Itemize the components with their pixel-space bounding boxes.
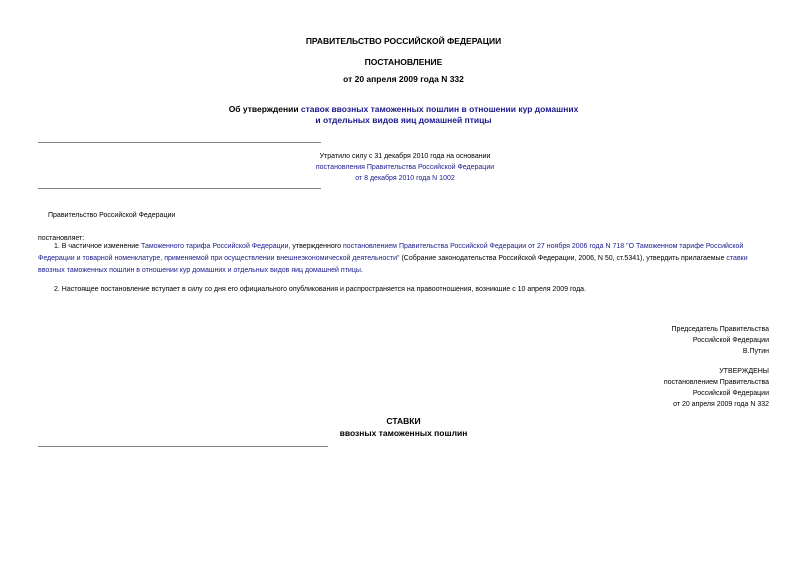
signature-line1: Председатель Правительства [671,326,769,333]
document-date-heading: от 20 апреля 2009 года N 332 [343,74,464,84]
rates-title: СТАВКИ [386,416,421,426]
resolution-718-link[interactable]: постановлением Правительства Российской Федерации от 27 ноября 2006 года N 718 "О Таможенном тарифе Российской Федерации и товарной номенклатуре, применяемой при осуществлении внешнеэкономической деятельности" [38,243,744,262]
signature-block [672,324,769,357]
document-title [0,104,807,115]
approval-line1: УТВЕРЖДЕНЫ [719,368,769,375]
p1-text-b: , утвержденного [288,243,344,250]
tariff-link[interactable]: Таможенного тарифа Российской Федерации [141,243,289,250]
rule-top [38,142,321,143]
approval-block [664,366,769,410]
p1-text-d: . [360,267,363,274]
resolves-text: постановляет: [38,235,85,242]
rule-bottom [38,188,321,189]
annulment-link-line3[interactable]: от 8 декабря 2010 года N 1002 [355,175,455,182]
p1-text-a: 1. В частичное изменение [54,243,141,250]
document-title-link-line1[interactable]: ставок ввозных таможенных пошлин в отношении кур домашних [300,104,579,114]
signature-line2: Российской Федерации [692,337,769,344]
rates-subtitle: ввозных таможенных пошлин [339,428,468,438]
approval-line2: постановлением Правительства [663,379,769,386]
rates-link[interactable]: ставки ввозных таможенных пошлин в отношении кур домашних и отдельных видов яиц домашней птицы [38,255,748,274]
paragraph-2: 2. Настоящее постановление вступает в силу со дня его официального опубликования и распространяется на правоотношения, возникшие с 10 апреля 2009 года. [54,286,587,293]
document-title-prefix: Об утверждении [228,104,301,114]
rule-rates [38,446,328,447]
approval-line3: Российской Федерации [692,390,769,397]
signature-line3: В.Путин [742,348,769,355]
paragraph-1 [38,241,773,277]
issuer-text: Правительство Российской Федерации [48,212,176,219]
p1-text-c: (Собрание законодательства Российской Федерации, 2006, N 50, ст.5341), утвердить прилагаемые [399,255,727,262]
annulment-link-line2[interactable]: постановления Правительства Российской Федерации [315,164,495,171]
document-title-line2 [0,115,807,126]
document-type-heading: ПОСТАНОВЛЕНИЕ [364,57,443,67]
document-title-link-line2[interactable]: и отдельных видов яиц домашней птицы [315,115,492,125]
government-heading: ПРАВИТЕЛЬСТВО РОССИЙСКОЙ ФЕДЕРАЦИИ [305,36,502,46]
annulment-line1: Утратило силу с 31 декабря 2010 года на основании [319,153,491,160]
approval-line4: от 20 апреля 2009 года N 332 [673,401,769,408]
